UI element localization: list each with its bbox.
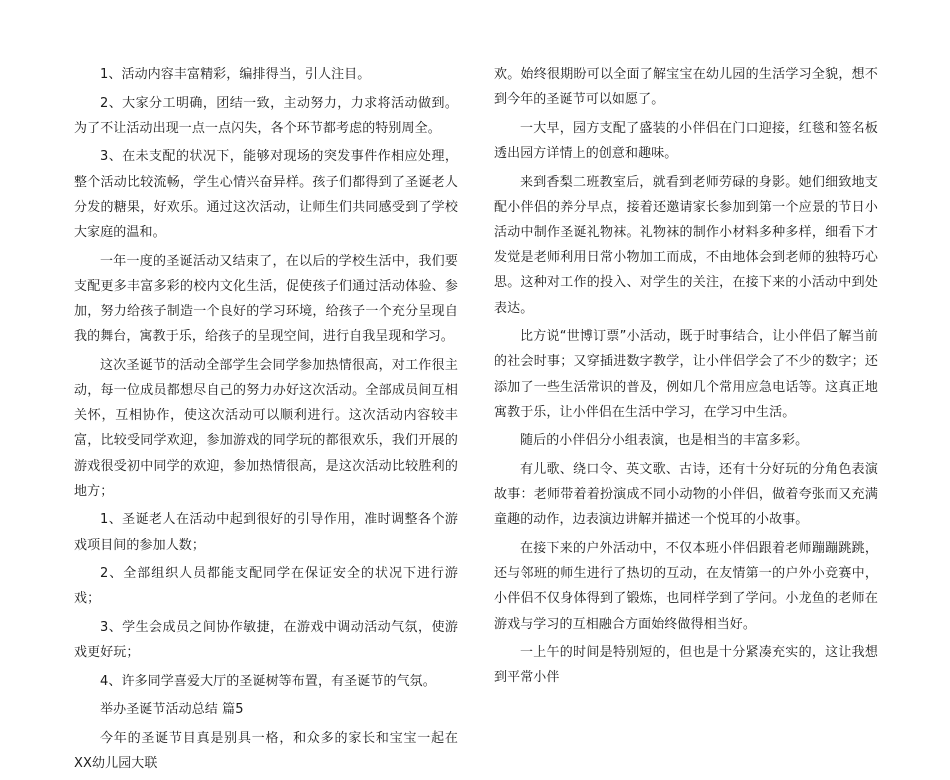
paragraph: 2、全部组织人员都能支配同学在保证安全的状况下进行游戏； <box>74 566 458 607</box>
paragraph: 比方说“世博订票”小活动，既于时事结合，让小伴侣了解当前的社会时事；又穿插进数字教学，让小伴侣学会了不少的数字；还添加了一些生活常识的普及，例如几个常用应急电话等。这真正地寓教于乐，让小伴侣在生活中学习，在学习中生活。 <box>494 329 878 420</box>
paragraph: 一上午的时间是特别短的，但也是十分紧凑充实的，这让我想到平常小伴 <box>494 645 878 686</box>
paragraph-continued: 欢。始终很期盼可以全面了解宝宝在幼儿园的生活学习全貌，想不到今年的圣诞节可以如愿了。 <box>494 67 878 108</box>
paragraph: 来到香梨二班教室后，就看到老师劳碌的身影。她们细致地支配小伴侣的养分早点，接着还邀请家长参加到第一个应景的节日小活动中制作圣诞礼物袜。礼物袜的制作小材料多种多样，细看下才发觉是老师利用日常小物加工而成，不由地体会到老师的独特巧心思。这种对工作的投入、对学生的关注，在接下来的小活动中到处表达。 <box>494 174 878 316</box>
paragraph: 随后的小伴侣分小组表演，也是相当的丰富多彩。 <box>520 433 809 449</box>
paragraph: 1、圣诞老人在活动中起到很好的引导作用，准时调整各个游戏项目间的参加人数； <box>74 512 458 553</box>
paragraph: 在接下来的户外活动中，不仅本班小伴侣跟着老师蹦蹦跳跳，还与邻班的师生进行了热切的互动，在友情第一的户外小竞赛中，小伴侣不仅身体得到了锻炼，也同样学到了学问。小龙鱼的老师在游戏与学习的互相融合方面始终做得相当好。 <box>494 541 878 632</box>
paragraph: 今年的圣诞节目真是别具一格，和众多的家长和宝宝一起在XX幼儿园大联 <box>74 730 458 772</box>
paragraph: 3、在未支配的状况下，能够对现场的突发事件作相应处理，整个活动比较流畅，学生心情兴奋异样。孩子们都得到了圣诞老人分发的糖果，好欢乐。通过这次活动，让师生们共同感受到了学校大家庭的温和。 <box>74 149 458 240</box>
paragraph: 4、许多同学喜爱大厅的圣诞树等布置，有圣诞节的气氛。 <box>100 673 436 689</box>
right-column <box>494 62 878 694</box>
paragraph: 有儿歌、绕口令、英文歌、古诗，还有十分好玩的分角色表演故事：老师带着着扮演成不同小动物的小伴侣，做着夸张而又充满童趣的动作，边表演边讲解并描述一个悦耳的小故事。 <box>494 462 878 528</box>
paragraph: 一年一度的圣诞活动又结束了，在以后的学校生活中，我们要支配更多丰富多彩的校内文化生活，促使孩子们通过活动体验、参加，努力给孩子制造一个良好的学习环境，给孩子一个充分呈现自我的舞台，寓教于乐，给孩子的呈现空间，进行自我呈现和学习。 <box>74 253 458 345</box>
section-heading: 举办圣诞节活动总结 篇5 <box>100 702 244 718</box>
paragraph: 2、大家分工明确，团结一致，主动努力，力求将活动做到。为了不让活动出现一点一点闪失，各个环节都考虑的特别周全。 <box>74 95 458 136</box>
paragraph: 3、学生会成员之间协作敏捷，在游戏中调动活动气氛，使游戏更好玩； <box>74 620 458 661</box>
paragraph: 一大早，园方支配了盛装的小伴侣在门口迎接，红毯和签名板透出园方详情上的创意和趣味。 <box>494 120 878 161</box>
paragraph: 1、活动内容丰富精彩，编排得当，引人注目。 <box>100 67 371 82</box>
paragraph: 这次圣诞节的活动全部学生会同学参加热情很高，对工作很主动，每一位成员都想尽自己的努力办好这次活动。全部成员间互相关怀，互相协作，使这次活动可以顺利进行。这次活动内容较丰富，比较受同学欢迎，参加游戏的同学玩的都很欢乐，我们开展的游戏很受初中同学的欢迎，参加热情很高，是这次活动比较胜利的地方； <box>74 357 458 499</box>
left-column <box>74 62 458 780</box>
